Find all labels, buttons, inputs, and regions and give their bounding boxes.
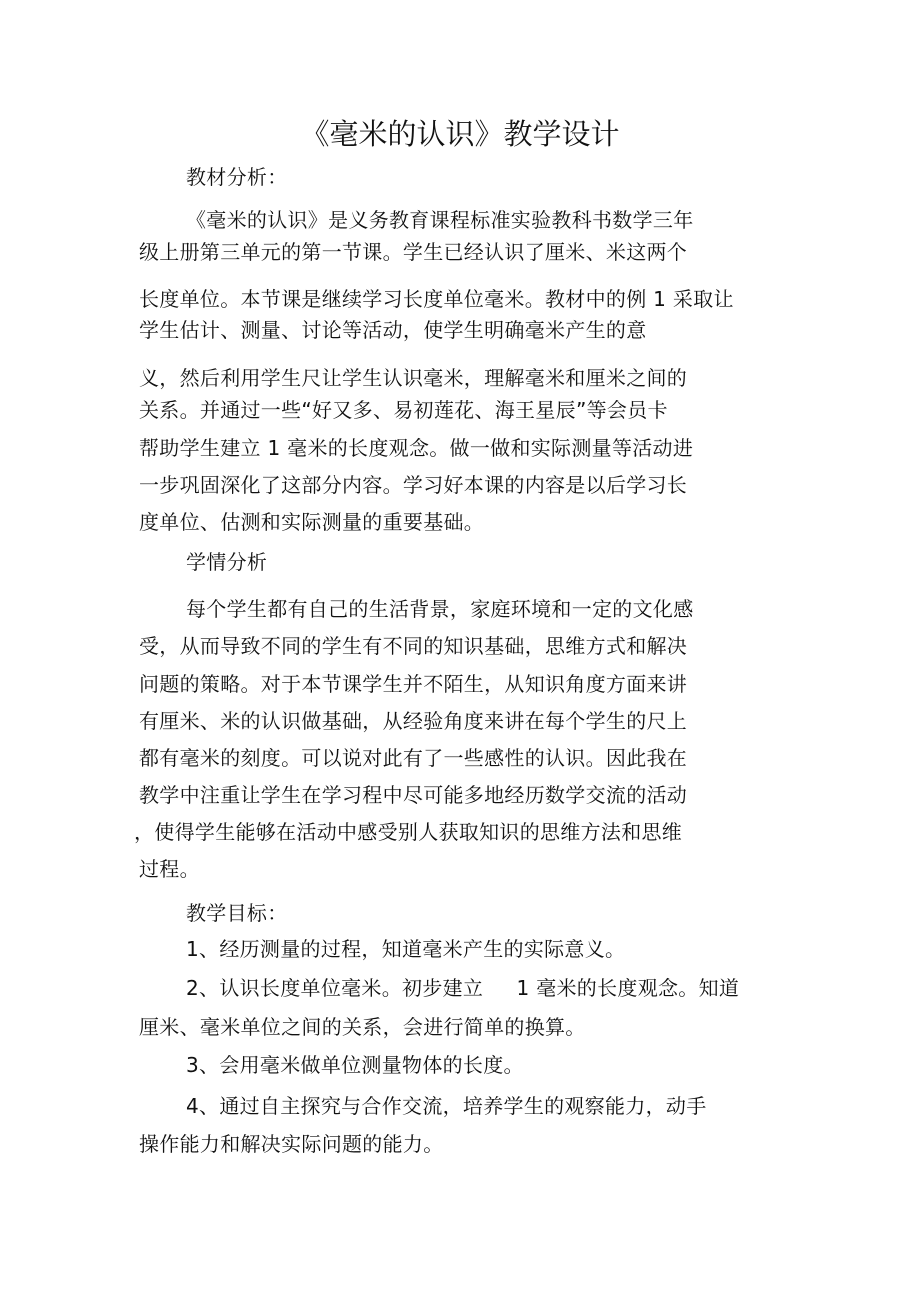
document-title: 《毫米的认识》教学设计: [300, 117, 620, 151]
paragraph-line: 一步巩固深化了这部分内容。学习好本课的内容是以后学习长: [139, 473, 688, 497]
paragraph-line: 《毫米的认识》是义务教育课程标准实验教科书数学三年: [186, 208, 694, 232]
section-heading-teaching-goals: 教学目标：: [186, 901, 288, 925]
paragraph-line: 有厘米、米的认识做基础，从经验角度来讲在每个学生的尺上: [139, 709, 688, 733]
paragraph-line: ，使得学生能够在活动中感受别人获取知识的思维方法和思维: [134, 820, 683, 844]
paragraph-line: 帮助学生建立 1 毫米的长度观念。做一做和实际测量等活动进: [139, 436, 694, 460]
paragraph-line: 度单位、估测和实际测量的重要基础。: [139, 510, 485, 534]
paragraph-line: 学生估计、测量、讨论等活动，使学生明确毫米产生的意: [139, 318, 647, 342]
goal-item: 4、通过自主探究与合作交流，培养学生的观察能力，动手: [186, 1094, 707, 1118]
goal-item: 3、会用毫米做单位测量物体的长度。: [186, 1053, 524, 1077]
paragraph-line: 过程。: [139, 857, 200, 881]
section-heading-student-analysis: 学情分析: [186, 550, 268, 574]
goal-item-continuation: 操作能力和解决实际问题的能力。: [139, 1132, 444, 1156]
paragraph-line: 长度单位。本节课是继续学习长度单位毫米。教材中的例 1 采取让: [139, 287, 734, 311]
paragraph-line: 教学中注重让学生在学习程中尽可能多地经历数学交流的活动: [139, 783, 688, 807]
goal-item-continuation: 厘米、毫米单位之间的关系，会进行简单的换算。: [139, 1015, 586, 1039]
paragraph-line: 受，从而导致不同的学生有不同的知识基础，思维方式和解决: [139, 634, 688, 658]
paragraph-line: 级上册第三单元的第一节课。学生已经认识了厘米、米这两个: [139, 240, 688, 264]
paragraph-line: 每个学生都有自己的生活背景，家庭环境和一定的文化感: [186, 597, 694, 621]
section-heading-textbook-analysis: 教材分析：: [186, 165, 288, 189]
paragraph-line: 问题的策略。对于本节课学生并不陌生，从知识角度方面来讲: [139, 672, 688, 696]
goal-item: 2、认识长度单位毫米。初步建立 1 毫米的长度观念。知道: [186, 976, 740, 1000]
paragraph-line: 都有毫米的刻度。可以说对此有了一些感性的认识。因此我在: [139, 746, 688, 770]
paragraph-line: 关系。并通过一些“好又多、易初莲花、海王星辰”等会员卡: [139, 398, 668, 422]
paragraph-line: 义，然后利用学生尺让学生认识毫米，理解毫米和厘米之间的: [139, 366, 688, 390]
goal-item: 1、经历测量的过程，知道毫米产生的实际意义。: [186, 937, 626, 961]
